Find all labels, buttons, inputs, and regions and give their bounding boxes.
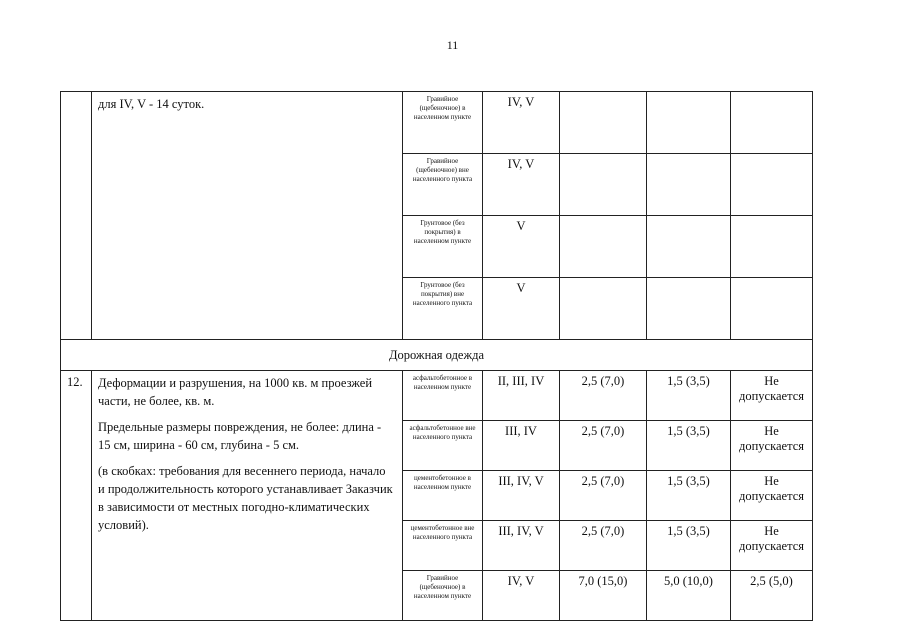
description-paragraph: Предельные размеры повреждения, не более: длина - 15 см, ширина - 60 см, глубина - 5 см. <box>98 420 382 452</box>
category-cell: II, III, IV <box>483 371 560 421</box>
coverage-cell: Гравийное (щебеночное) в населенном пункте <box>403 92 483 154</box>
value-cell: 2,5 (7,0) <box>560 421 647 471</box>
category-cell: IV, V <box>483 571 560 621</box>
coverage-cell: асфальтобетонное в населенном пункте <box>403 371 483 421</box>
value-cell: 1,5 (3,5) <box>647 371 731 421</box>
value-cell <box>731 92 813 154</box>
value-cell: Не допускается <box>731 521 813 571</box>
row-number: 12. <box>61 371 92 621</box>
description-text: для IV, V - 14 суток. <box>98 97 205 111</box>
value-cell <box>560 216 647 278</box>
category-cell: V <box>483 216 560 278</box>
description-paragraph: (в скобках: требования для весеннего периода, начало и продолжительность которого устанавливает Заказчик в зависимости от местных погодно-климатических условий). <box>98 464 393 532</box>
value-cell: 2,5 (5,0) <box>731 571 813 621</box>
category-cell: III, IV, V <box>483 521 560 571</box>
value-cell: Не допускается <box>731 471 813 521</box>
coverage-cell: цементобетонное вне населенного пункта <box>403 521 483 571</box>
value-cell: 2,5 (7,0) <box>560 521 647 571</box>
value-cell <box>647 154 731 216</box>
section-row <box>61 340 813 371</box>
category-cell: III, IV, V <box>483 471 560 521</box>
category-cell: III, IV <box>483 421 560 471</box>
value-cell: 1,5 (3,5) <box>647 521 731 571</box>
value-cell: Не допускается <box>731 421 813 471</box>
number-cell <box>61 92 92 340</box>
value-cell <box>731 278 813 340</box>
value-cell <box>647 278 731 340</box>
table-row <box>61 371 813 421</box>
description-cell <box>92 371 403 621</box>
value-cell: 1,5 (3,5) <box>647 471 731 521</box>
description-cell <box>92 92 403 340</box>
coverage-cell: асфальтобетонное вне населенного пункта <box>403 421 483 471</box>
coverage-cell: Гравийное (щебеночное) вне населенного пункта <box>403 154 483 216</box>
coverage-cell: Грунтовое (без покрытия) вне населенного пункта <box>403 278 483 340</box>
table-row <box>61 92 813 154</box>
section-title: Дорожная одежда <box>61 340 813 371</box>
value-cell: 5,0 (10,0) <box>647 571 731 621</box>
value-cell: 1,5 (3,5) <box>647 421 731 471</box>
value-cell <box>560 278 647 340</box>
coverage-cell: цементобетонное в населенном пункте <box>403 471 483 521</box>
value-cell: 2,5 (7,0) <box>560 371 647 421</box>
description-paragraph: Деформации и разрушения, на 1000 кв. м проезжей части, не более, кв. м. <box>98 376 373 408</box>
value-cell <box>731 216 813 278</box>
category-cell: IV, V <box>483 92 560 154</box>
requirements-table <box>60 91 813 621</box>
value-cell <box>647 92 731 154</box>
page-number: 11 <box>446 38 459 52</box>
category-cell: V <box>483 278 560 340</box>
value-cell <box>560 154 647 216</box>
coverage-cell: Грунтовое (без покрытия) в населенном пункте <box>403 216 483 278</box>
value-cell: Не допускается <box>731 371 813 421</box>
value-cell: 2,5 (7,0) <box>560 471 647 521</box>
value-cell <box>647 216 731 278</box>
value-cell <box>731 154 813 216</box>
category-cell: IV, V <box>483 154 560 216</box>
value-cell: 7,0 (15,0) <box>560 571 647 621</box>
coverage-cell: Гравийное (щебеночное) в населенном пункте <box>403 571 483 621</box>
value-cell <box>560 92 647 154</box>
